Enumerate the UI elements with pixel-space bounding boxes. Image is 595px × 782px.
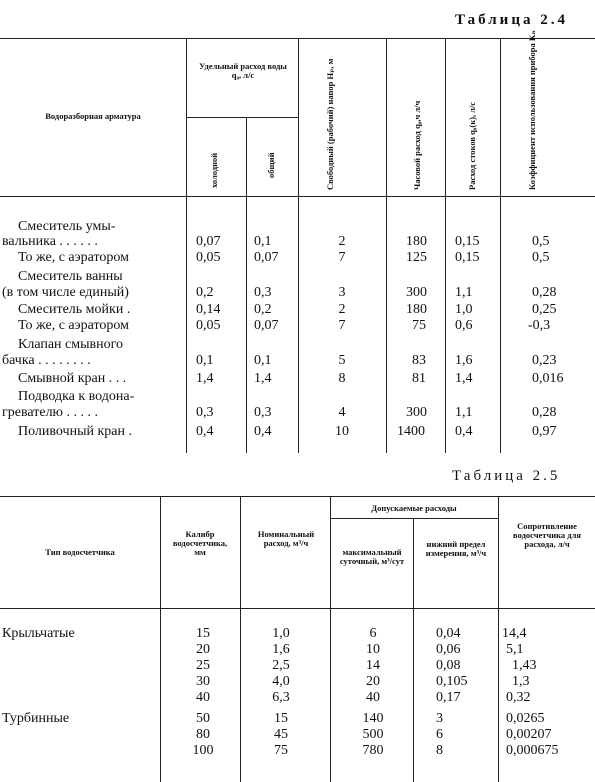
t24-coef-value: 0,28 [532, 285, 557, 300]
t24-cold-value: 0,05 [196, 318, 221, 333]
t25-header-nominal: Номинальный расход, м³/ч [257, 529, 315, 548]
t25-type-label: Турбинные [2, 711, 70, 726]
t24-total-value: 0,4 [254, 424, 272, 439]
t24-coef-value: 0,5 [532, 250, 550, 265]
table-2-5-title: Таблица 2.5 [452, 468, 561, 484]
t24-header-head: Свободный (рабочий) напор Hₚ, м [325, 58, 335, 190]
t25-caliber-value: 30 [196, 674, 210, 689]
t24-head-value: 2 [338, 302, 346, 317]
t25-resist-value: 0,0265 [506, 711, 545, 726]
t24-name-line2: вальника . . . . . . [2, 234, 98, 249]
t24-coef-value: 0,25 [532, 302, 557, 317]
t25-col-sep-4 [413, 518, 414, 782]
t24-total-value: 0,07 [254, 318, 279, 333]
t24-col-sep-5 [445, 38, 446, 453]
t25-caliber-value: 15 [196, 626, 210, 641]
t24-name-line1: Смеситель умы- [18, 219, 116, 234]
t24-coef-value: 0,97 [532, 424, 557, 439]
t25-nominal-value: 6,3 [272, 690, 290, 705]
t24-cold-value: 0,05 [196, 250, 221, 265]
t25-caliber-value: 80 [196, 727, 210, 742]
t25-max-value: 20 [366, 674, 380, 689]
t25-max-value: 6 [369, 626, 377, 641]
t25-max-value: 10 [366, 642, 380, 657]
t24-cold-value: 0,3 [196, 405, 214, 420]
t24-cold-value: 0,1 [196, 353, 214, 368]
t24-hourly-value: 81 [412, 371, 426, 386]
t25-min-value: 0,04 [436, 626, 461, 641]
t24-total-value: 0,1 [254, 234, 272, 249]
t24-header-drain: Расход стоков q₀(к), л/с [467, 101, 477, 190]
t24-drain-value: 0,4 [455, 424, 473, 439]
t25-min-value: 6 [436, 727, 443, 742]
t24-total-value: 1,4 [254, 371, 272, 386]
t24-col-sep-6 [500, 38, 501, 453]
t24-coef-value: 0,28 [532, 405, 557, 420]
t24-hourly-value: 75 [412, 318, 426, 333]
t24-drain-value: 1,1 [455, 285, 473, 300]
t24-name-line1: Смеситель ванны [18, 269, 123, 284]
t25-min-value: 0,06 [436, 642, 461, 657]
t24-name-line1: То же, с аэратором [18, 318, 130, 333]
t25-max-value: 500 [362, 727, 384, 742]
t25-max-value: 40 [366, 690, 380, 705]
t25-resist-value: 0,00207 [506, 727, 552, 742]
t25-caliber-value: 40 [196, 690, 210, 705]
t24-col-sep-1 [186, 38, 187, 453]
t24-name-line2: бачка . . . . . . . . [2, 353, 91, 368]
t24-total-value: 0,2 [254, 302, 272, 317]
t25-caliber-value: 25 [196, 658, 210, 673]
t24-hourly-value: 180 [406, 302, 427, 317]
table-2-4-title: Таблица 2.4 [455, 12, 568, 28]
t24-header-hourly: Часовой расход q₀,ч л/ч [412, 100, 422, 190]
t24-head-value: 8 [338, 371, 346, 386]
t25-nominal-value: 75 [274, 743, 288, 758]
t24-hourly-value: 180 [406, 234, 427, 249]
t25-col-sep-1 [160, 496, 161, 782]
t24-subheader-rule [186, 117, 298, 118]
t24-drain-value: 0,6 [455, 318, 473, 333]
t24-name-line1: То же, с аэратором [18, 250, 130, 265]
t25-caliber-value: 50 [196, 711, 210, 726]
t24-cold-value: 0,4 [196, 424, 214, 439]
t24-drain-value: 0,15 [455, 234, 480, 249]
t24-total-value: 0,3 [254, 285, 272, 300]
t24-coef-value: 0,23 [532, 353, 557, 368]
t25-resist-value: 1,43 [512, 658, 537, 673]
t25-caliber-value: 100 [192, 743, 214, 758]
t24-drain-value: 0,15 [455, 250, 480, 265]
t24-hourly-value: 125 [406, 250, 427, 265]
t25-type-label: Крыльчатые [2, 626, 75, 641]
t24-name-line1: Подводка к водона- [18, 389, 135, 404]
t25-nominal-value: 15 [274, 711, 288, 726]
t24-head-value: 3 [338, 285, 346, 300]
t24-hourly-value: 83 [412, 353, 426, 368]
t24-drain-value: 1,6 [455, 353, 473, 368]
t25-resist-value: 1,3 [512, 674, 530, 689]
t24-col-sep-2 [246, 117, 247, 453]
t24-total-value: 0,3 [254, 405, 272, 420]
t25-header-allowed: Допускаемые расходы [371, 503, 457, 513]
t25-col-sep-2 [240, 496, 241, 782]
t25-resist-value: 0,32 [506, 690, 531, 705]
t25-min-value: 8 [436, 743, 443, 758]
t25-header-rule [0, 608, 595, 609]
t25-col-sep-5 [498, 496, 499, 782]
t24-head-value: 5 [338, 353, 346, 368]
t24-drain-value: 1,1 [455, 405, 473, 420]
t25-col-sep-3 [330, 496, 331, 782]
t25-min-value: 0,17 [436, 690, 461, 705]
t25-header-type: Тип водосчетчика [45, 547, 115, 557]
t25-max-value: 140 [362, 711, 384, 726]
t25-header-max: максимальный суточный, м³/сут [339, 547, 405, 566]
t24-head-value: 7 [338, 250, 346, 265]
t24-col-sep-3 [298, 38, 299, 453]
t24-name-line1: Клапан смывного [18, 337, 124, 352]
t25-top-rule [0, 496, 595, 497]
t25-nominal-value: 1,6 [272, 642, 290, 657]
t25-resist-value: 5,1 [506, 642, 524, 657]
t25-header-resist: Сопротивление водосчетчика для расхода, л/ч [513, 521, 581, 549]
t25-nominal-value: 2,5 [272, 658, 290, 673]
t24-head-value: 2 [338, 234, 346, 249]
t24-total-value: 0,1 [254, 353, 272, 368]
t24-coef-value: -0,3 [528, 318, 551, 333]
t24-header-fitting: Водоразборная арматура [45, 111, 141, 121]
t24-total-value: 0,07 [254, 250, 279, 265]
t24-cold-value: 0,14 [196, 302, 221, 317]
t24-header-total: общий [266, 152, 276, 178]
t24-cold-value: 0,07 [196, 234, 221, 249]
t24-head-value: 4 [338, 405, 346, 420]
t25-header-caliber: Калибр водосчетчика, мм [172, 529, 228, 557]
t25-min-value: 0,08 [436, 658, 461, 673]
t25-resist-value: 14,4 [502, 626, 527, 641]
t24-coef-value: 0,016 [532, 371, 564, 386]
t24-name-line2: (в том числе единый) [2, 285, 129, 300]
t24-name-line2: гревателю . . . . . [2, 405, 99, 420]
t24-name-line1: Смывной кран . . . [18, 371, 127, 386]
t25-max-value: 14 [366, 658, 380, 673]
t24-header-cold: холодной [209, 152, 219, 188]
t24-hourly-value: 300 [406, 285, 427, 300]
t25-nominal-value: 1,0 [272, 626, 290, 641]
t24-header-specific-flow: Удельный расход воды q₀, л/с [199, 61, 287, 80]
t25-nominal-value: 45 [274, 727, 288, 742]
t24-head-value: 7 [338, 318, 346, 333]
t24-cold-value: 1,4 [196, 371, 214, 386]
t25-subheader-rule [330, 518, 498, 519]
t24-header-coef: Коэффициент использования прибора Kₙ [527, 30, 537, 190]
t24-drain-value: 1,4 [455, 371, 473, 386]
t24-cold-value: 0,2 [196, 285, 214, 300]
t25-nominal-value: 4,0 [272, 674, 290, 689]
t24-hourly-value: 1400 [397, 424, 425, 439]
t25-header-min: нижний предел измерения, м³/ч [425, 539, 487, 558]
t25-caliber-value: 20 [196, 642, 210, 657]
t24-name-line1: Смеситель мойки . [18, 302, 131, 317]
t24-name-line1: Поливочный кран . [18, 424, 132, 439]
t25-max-value: 780 [362, 743, 384, 758]
t25-min-value: 0,105 [436, 674, 468, 689]
t24-coef-value: 0,5 [532, 234, 550, 249]
t24-drain-value: 1,0 [455, 302, 473, 317]
t24-hourly-value: 300 [406, 405, 427, 420]
t24-col-sep-4 [386, 38, 387, 453]
t25-min-value: 3 [436, 711, 443, 726]
t24-head-value: 10 [335, 424, 349, 439]
t25-resist-value: 0,000675 [506, 743, 559, 758]
